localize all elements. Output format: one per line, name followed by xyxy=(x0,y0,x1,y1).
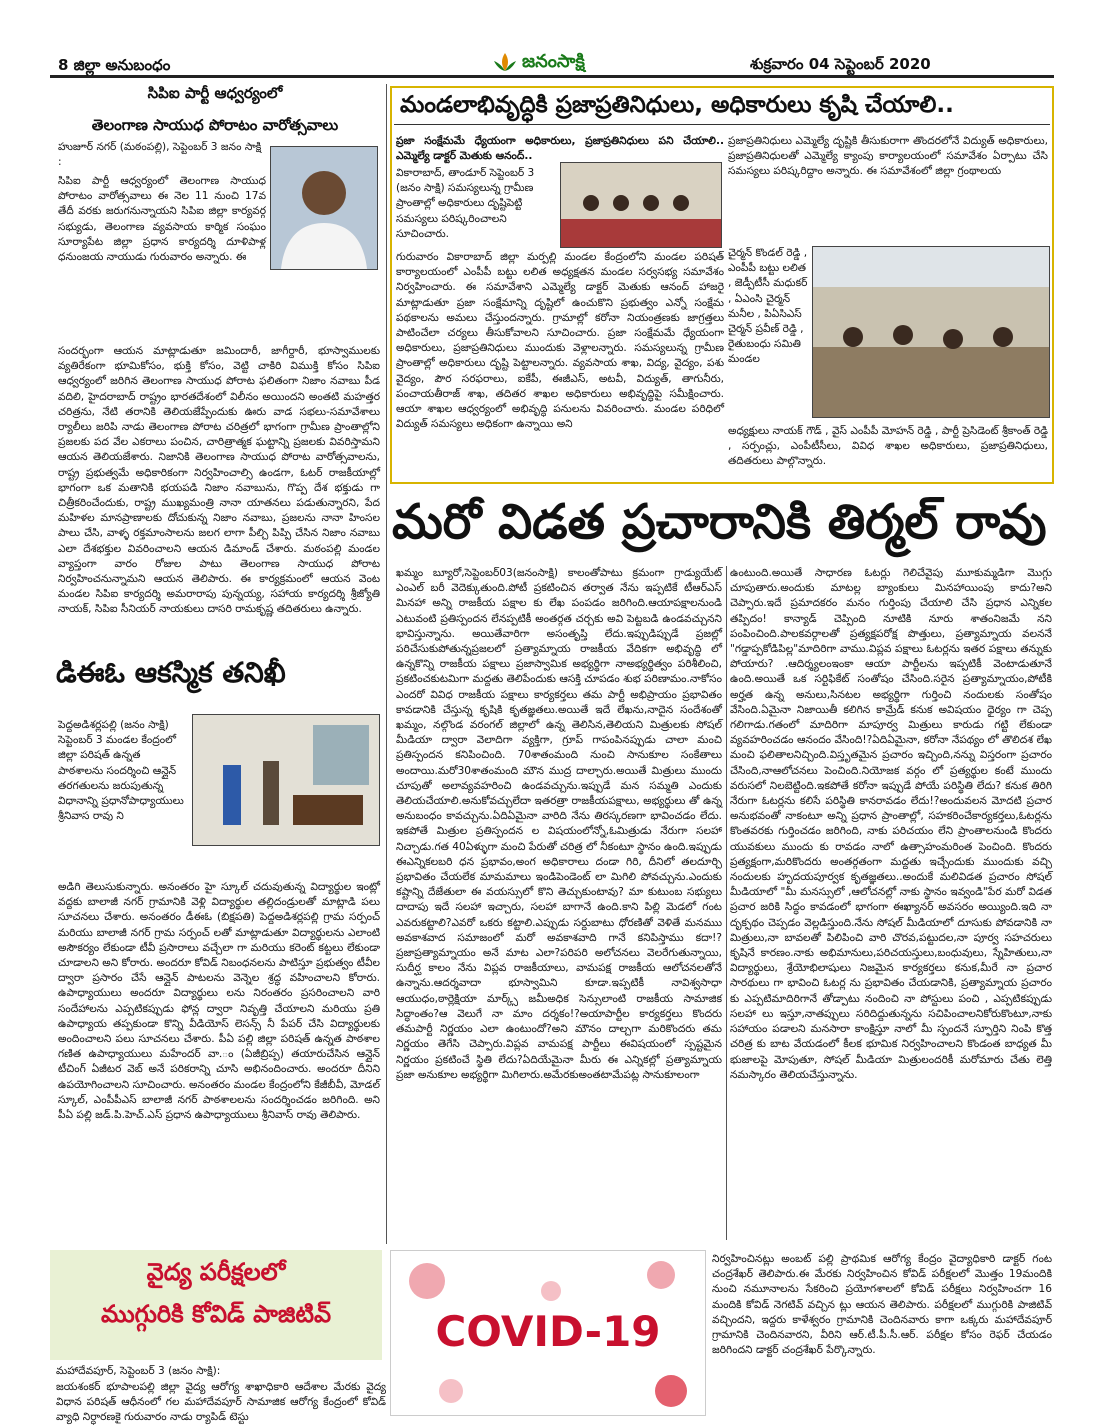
deo-body-top: పెద్దఅడిశర్లపల్లి (జనం సాక్షి) సెప్టెంబర్ 3 మండల కేంద్రంలో జిల్లా పరిషత్ ఉన్నత పాఠశాలను సందర్శించి ఆన్లైన్ తరగతులను జరుపుతున్న విధానాన్ని ప్రధానోపాధ్యాయులు శ్రీనివాస రావు ని xyxy=(58,719,184,823)
mandal-subhead: ప్రజా సంక్షేమమే ధ్యేయంగా అధికారులు, ప్రజాప్రతినిధులు పని చేయాలి.. ఎమ్మెల్యే డాక్టర్ మెతుకు ఆనంద్.. xyxy=(396,135,724,163)
covid-image xyxy=(390,1250,706,1416)
left-dateline: హుజూర్ నగర్ (మఠంపల్లి), సెప్టెంబర్ 3 జనం సాక్షి : xyxy=(58,141,262,168)
mandal-right-bottom: అధ్యక్షులు నాయక్ గౌడ్ , వైస్ ఎంపీపీ మోహన్ రెడ్డి , పార్టీ ప్రెసిడెంట్ శ్రీకాంత్ రెడ్డి , సర్పంచ్లు, ఎంపీటీసీలు, వివిధ శాఖల అధికారులు, ప్రజాప్రతినిధులు, తదితరులు పాల్గొన్నారు. xyxy=(728,425,1048,468)
tirmal-headline: మరో విడత ప్రచారానికి తిర్మల్ రావు xyxy=(392,494,1047,550)
covid-body: జయశంకర్ భూపాలపల్లి జిల్లా వైద్య ఆరోగ్య శాఖాధికారి ఆదేశాల మేరకు వైద్య విధాన పరిషత్ ఆధీనంలో గల మహాదేవపూర్ సామాజిక ఆరోగ్య కేంద్రంలో కోవిడ్ వ్యాధి నిర్ధారణకై గురువారం నాడు ర్యాపిడ్ టెస్టు xyxy=(56,1381,386,1424)
deo-headline: డిఈఓ ఆకస్మిక తనిఖీ xyxy=(56,656,286,689)
covid-headline-1: వైద్య పరీక్షలలో xyxy=(146,1258,286,1286)
issue-date: శుక్రవారం 04 సెప్టెంబర్ 2020 xyxy=(750,55,931,73)
mandal-headline: మండలాభివృద్ధికి ప్రజాప్రతినిధులు, అధికారులు కృషి చేయాలి.. xyxy=(400,92,954,118)
person-icon xyxy=(271,147,377,269)
assembly-photo xyxy=(812,246,1050,418)
mandal-body-top: వికారాబాద్, తాండూర్ సెప్టెంబర్ 3 (జనం సాక్షి) సమస్యలున్న గ్రామీణ ప్రాంతాల్లో అధికారులు దృష్టిపెట్టి సమస్యలు పరిష్కరించాలని సూచించారు. xyxy=(396,167,535,240)
left-headline: తెలంగాణ సాయుధ పోరాటం వారోత్సవాలు xyxy=(91,116,339,134)
covid-dateline: మహాదేవపూర్, సెప్టెంబర్ 3 (జనం సాక్షి): xyxy=(56,1365,221,1377)
covid-image-text: COVID-19 xyxy=(435,1307,661,1356)
covid-headline-2: ముగ్గురికి కోవిడ్ పాజిటివ్ xyxy=(100,1300,332,1328)
headline-rule xyxy=(394,124,1050,125)
portrait-photo xyxy=(270,146,378,270)
left-kicker: సిపిఐ పార్టీ ఆధ్వర్యంలో xyxy=(147,84,283,102)
left-body: సందర్భంగా ఆయన మాట్లాడుతూ జమిందారీ, జాగీర్దారీ, భూస్వాములకు వ్యతిరేకంగా భూమికోసం, భుక్తి కోసం, వెట్టి చాకిరి విముక్తి కోసం సిపిఐ ఆధ్వర్యంలో జరిగిన తెలంగాణ సాయుధ పోరాట ఫలితంగా నిజాం నవాబు పీడ వదిలి, హైదరాబాద్ రాష్ట్రం భారతదేశంలో విలీనం అయిందని అంతటి మహత్తర చరిత్రను, నేటి తరానికి తెలియజేప్పేందుకు ఊరు వాడ సభలు-సమావేశాలు ర్యాలీలు జరిపి నాడు తెలంగాణ పోరాట చరిత్రలో భాగంగా గ్రామీణ ప్రాంతాల్లోని ప్రజలకు పద వేల ఎకరాలు పంచిన, చారిత్రాత్మక ఘట్టాన్ని ప్రజలకు వివరిస్తామని ఆయన తెలియజేశారు. నిజానికి తెలంగాణ సాయుధ పోరాట వారోత్సవాలను, రాష్ట్ర ప్రభుత్వమే అధికారికంగా నిర్వహించాల్సి ఉండగా, ఓటర్ రాజకీయాల్లో భాగంగా ఒక మతానికి భయపడి నిజాం నవాబును, గొప్ప దేశ భక్తుడు గా చిత్రీకరించేందుకు, రాష్ట్ర ముఖ్యమంత్రి నానా యాతనలు పడుతున్నారని, పేద మహిళల మానప్రాణాలకు దోచుకున్న నిజాం నవాబు, ప్రజలను నానా హింసల పాలు చేసి, వాళ్ళ రక్తమాంసాలను జలగ లాగా పీల్చి పిప్పి చేసిన నిజాం నవాబు ఎలా దేశభక్తుల వివరించాలని ఆయన డిమాండ్ చేశారు. మఠంపల్లి మండల వ్యాప్తంగా వారం రోజుల పాటు తెలంగాణ సాయుధ పోరాట నిర్వహించనున్నామని ఆయన తెలిపారు. ఈ కార్యక్రమంలో ఆయన వెంట మండల సిపిఐ కార్యదర్శి అమరారాపు పున్నయ్య, సహాయ కార్యదర్శి శ్రీజ్యోతి నాయక్, సిపిఐ సీనియర్ నాయకులు దాసరి రామకృష్ణ తదితరులు ఉన్నారు. xyxy=(58,345,380,616)
page-label: 8 జిల్లా అనుబంధం xyxy=(58,56,171,74)
masthead-logo xyxy=(492,50,585,76)
lotus-icon xyxy=(492,51,518,75)
office-inspection-photo xyxy=(192,714,380,846)
crowd-scene-icon xyxy=(813,247,1049,417)
tirmal-col1: ఖమ్మం బ్యూరో,సెప్టెంబర్03(జనంసాక్షి) కాలంతోపాటు క్రమంగా గ్రాడ్యుయేట్ ఎంఎల్ బరీ వెదెక్కుతుంది.పోటీ ప్రకటించిన తర్వాత నేను ఇప్పటికే టీఆర్ఎస్ మినహా అన్ని రాజకీయ పక్షాల కు లేఖ పంపడం జరిగింది.ఆయాపక్షాలనుండి ఎటువంటి ప్రతిస్పందన లేనప్పటికీ అంతర్గత చర్చకు అవి పెట్టబడి ఉండవచ్చునని భావిస్తున్నాను. అయితేవారిగా అసంతృప్తి లేదు.ఇప్పుడిప్పుడే ప్రజల్లో పరిచేసుకుపోతున్నప్రజలలో ప్రత్యామ్నాయ రాజకీయ వేదికగా అభివృద్ధి లో ఉన్నకొన్ని రాజకీయ పక్షాలు ప్రజాస్వామిక అభ్యర్థిగా నాఅభ్యర్థిత్వం పరిశీలించి, ప్రకటించకుటమిగా మద్దతు తెలిపేందుకు ఆసక్తి చూపడం శుభ పరిణామం.నాకోసం ఎందరో వివిధ రాజకీయ పక్షాలు కార్యకర్తలు తమ పార్టీ అభిప్రాయం ప్రభావితం కావడానికి చేస్తున్న కృషికి కృతజ్ఞతలు.అయితే ఇదే లేఖను,నాదైన సందేశంతో ఖమ్మం, నల్గొండ వరంగల్ జిల్లాలో ఉన్న తెలిసిన,తెలియని మిత్రులకు సోషల్ మీడియా ద్వారా వెలాదిగా వ్యక్తిగా, గ్రూప్ గాపంపినప్పుడు చాలా మంచి ప్రతిస్పందన కనిపించింది. 70శాతంమంది నుంచి సానుకూల సంకేతాలు అందాయి.మరో30శాతంమంది మౌన ముద్ర దాల్చారు.అయితే మిత్రులు ముందు చూపుతో అలావ్యవహరించి ఉండవచ్చును.ఇప్పుడే మన సమ్మతి ఎందుకు తెలియచేయాలి.అనుకోవచ్చులేదా ఇతరత్రా రాజకీయపక్షాలు, అభ్యర్థులు తో ఉన్న అనుబంధం కావచ్చును.ఏదిఏమైనా వారిది నేను తిరస్కరణగా భావించడం లేదు. ఇకపోతే మిత్రుల ప్రతిస్పందన ల విషయంలోన్నో,ఓమిత్రుడు నేరుగా సలహా నిచ్చాడు.గత 40ఏళ్ళుగా మంచి పేరుతో చరిత్ర లో నీకంటూ స్థానం ఉంది.ఇప్పుడు ఈఎన్నికలబరి ధన ప్రభావం,అంగ అధికారాలు దండా గిరి, దీనిలో తలదూర్చి ప్రభావితం చేయలేక మామమాలు ఇండిపెండెంట్ లా మిగిలి పోవచ్చును.ఎందుకు కష్టాన్ని దేజేతులా ఈ వయస్సులో కొని తెచ్చుకుంటావు? మా కుటుంబ సభ్యులు దాదాపు ఇదే సలహా ఇచ్చారు, సలహా బాగానే ఉంది.కాని పిల్లి మెడలో గంట ఎవరుకట్టాలి?ఎవరో ఒకరు కట్టాలి.ఎప్పుడు సర్దుబాటు ధోరణితో వెళితే మనముు అవకాశవాద సమాజంలో మరో అవకాశవాది గానే కనిపిస్తాము కదా!?ప్రజాప్రత్యామ్నాయం అనే మాట ఎలా?పరిపరి అలోచనలు వెలరేగుతున్నాయి, సుదీర్ఘ కాలం నేను విప్లవ రాజకీయాలు, వామపక్ష రాజకీయ ఆలోచనలతోనే ఉన్నాను.ఆదర్శవాదా భూస్వామిని కూడా.ఇప్పటికీ నావిశ్వసాధా ఆయుధం,ఠార్లెక్షియా మార్క్స్ జమీఅధిక సెన్సులాంటి రాజకీయ సామాజిక సిద్ధాంతం?ఆ వెలుగే నా మాం దర్శకం!?అయాపార్టీల కార్యకర్తలు కొందరు తమపార్టీ నిర్ణయం ఎలా ఉంటుందో?అని మౌనం దాల్చగా మరికొందరు తమ నిర్ణయం తెగేసి చెప్పారు.విప్లవ వామపక్ష పార్టీలు ఈవిషయంలో స్పష్టమైన నిర్ణయం ప్రకటించే స్థితి లేదు?ఏదియేమైనా మీరు ఈ ఎన్నికల్లో ప్రత్యామ్నాయ ప్రజా అనుకూల అభ్యర్థిగా మిగిలారు.అమేరకుఅంతటామేపట్ల సానుకూలంగా xyxy=(396,567,722,1081)
office-scene-icon xyxy=(193,715,379,845)
meeting-photo xyxy=(560,162,722,248)
meeting-scene-icon xyxy=(561,163,721,247)
paper-name: జనంసాక్షి xyxy=(522,50,585,72)
tirmal-col2: ఉంటుంది.అయితే సాధారణ ఓటర్లు గెలిచేవైపు మూకుమ్మడిగా మొగ్గు చూపుతారు.అందుకు మాటల్ల బ్యాంకులు మినహాయింపు కాదు?అని చెప్పారు.ఇదే ప్రమాదకరం మనం గుర్తింపు చేయాలి చేసి ప్రధాన ఎన్నికల తప్పిదం! కాన్యాడ్ చెప్పింది నూటికి నూరు శాతంనిజమే నని పంపించింది.పాలకవర్గాలతో ప్రత్యక్షపరోక్ష పొత్తులు, ప్రత్యామ్నాయ వలననే "గడ్డాప్పకోడిపిల్ల"మాదిరిగా వాము.విప్లవ పక్షాలు ఓటర్లను ఇతర పక్షాలు తన్నుకు పోయారు? .ఆదిర్శ్యలంఇంకా ఆయా పార్టీలను ఇప్పటికీ వెంటాడుతూనే ఉంది.అయితే ఒక సర్టిఫికేట్ సంతోషం చేసింది.సరైన ప్రత్యామ్నాయం,పోటీకి అర్హత ఉన్న అనులు,సినటల అభ్యర్థిగా గుర్తించి నందులకు సంతోషం వేసింది.ఏమైనా నిజాయితీ కలిగిన కామ్రేడ్ కనుక అవిషయం ధైర్యం గా చెప్ప గలిగాడు.గతంలో మాదిరిగా మాపూర్వ మిత్రులు కారుడు గట్టి లేకుండా వ్యవహరించడం ఆనందం వేసింది!?ఏదిఏమైనా, కరోనా నేపథ్యం లో తొలిదశ లేఖ మంచి ఫలితాలనిచ్చింది.విస్తృతమైన ప్రచారం ఇచ్చింది,నన్ను విస్తరంగా ప్రచారం చేసింది,నాఆలోచనలు పెంచింది.నియోజక వర్గం లో ప్రత్యర్థుల కంటే ముందు వరుసలో నిలబెట్టింది.ఇకపోతే కరోనా ఇప్పుడే పోయే పరిస్థితి లేదు? కనుక తిరిగి నేరుగా ఓటర్లను కలిసే పరిస్థితి కానరావడం లేదు!?అందువలన మోదటి ప్రచార అనుభవంతో నాకంటూ అన్ని ప్రధాన ప్రాంతాల్లో, సహకరించేకార్యకర్తలు,ఓటర్లను కొంతవరకు గుర్తించడం జరిగింది, నాకు పరిచయం లేని ప్రాంతాలనుండి కొందరు యువకులు ముందు కు రావడం నాలో ఉత్సాహంమరింత పెంచింది. కొందరు ప్రత్యక్షంగా,మరికొందరు అంతర్గతంగా మద్దతు ఇచ్చేందుకు ముందుకు వచ్చి నందులకు హృదయపూర్వక కృతజ్ఞతలు..అందుకే మలివిడత ప్రచారం సోషల్ మీడియాలో "మీ మనస్సులో ,ఆలోచనల్లో నాకు స్థానం ఇవ్వండి"పేర మరో విడత ప్రచార జరికి సిద్ధం కావడంలో భాగంగా ఈఖ్యానర్ అవసరం అయ్యింది.ఇది నా దృక్పథం చెప్పడం వెల్లడిస్తుంది.నేను సోషల్ మీడియాలో దూసుకు పోవడానికి నా మిత్రులు,నా బావలతో పిలిపించి వారి చొరవ,పట్టుదల,నా పూర్వ సహచరులు కృషినే కారణం.నాకు అభిమానులు,పరిచయస్తులు,బంధువులు, స్నేహితులు,నా విద్యార్థులు, శ్రేయోభిలాషులు నిజమైన కార్యకర్తలు కనుక,మీరే నా ప్రచార సారథులు గా భావించి ఓటర్ల ను ప్రభావితం చేయడానికి, ప్రత్యామ్నాయ ప్రచారం కు ఎప్పటిమాదిరిగానే తోడ్పాటు నందించి నా పోస్టులు పంచి , ఎప్పటికప్పుడు సలహా లు ఇస్తూ,నాతప్పులు సరిదిద్దుతున్నను సచిపించాలనికోరుకొంటూ,నాకు సహాయం పడాలని మనసారా కాంక్షిస్తూ నాలో మీ స్పందనే స్ఫూర్తిని నింపి కొత్త చరిత్ర కు బాట వేయడంలో కీలక భూమిక నిర్వహించాలని కొండంత బాధ్యత మీ భుజాలపై మోపుతూ, సోషల్ మీడియా మిత్రులందరికీ మరోమారు చేతు లెత్తి నమస్కారం తెలియచేస్తున్నాను. xyxy=(730,567,1052,1081)
column-rule xyxy=(726,566,727,1240)
left-body-top: సిపిఐ పార్టీ ఆధ్వర్యంలో తెలంగాణ సాయుధ పోరాటం వారోత్సవాలు ఈ నెల 11 నుంచి 17వ తేదీ వరకు జరుగనున్నాయని సిపిఐ జిల్లా కార్యవర్గ సభ్యుడు, తెలంగాణ వ్యవసాయ కార్మిక సంఘం సూర్యాపేట జిల్లా ప్రధాన కార్యదర్శి దూళిపాళ్ల ధనుంజయ నాయుడు గురువారం అన్నారు. ఈ xyxy=(58,175,266,264)
deo-body: అడిగి తెలుసుకున్నారు. అనంతరం హై స్కూల్ చదువుతున్న విద్యార్థుల ఇంట్లో వద్దకు బాలాజీ నగర్ గ్రామానికి వెళ్లి విద్యార్థుల తల్లిదండ్రులతో మాట్లాడి పలు సూచనలు చేశారు. అనంతరం డీఈఓ (బిక్షపతి) పెద్దఅడిశర్లపల్లి గ్రామ సర్పంచ్ మరియు బాలాజీ నగర్ గ్రామ సర్పంచ్ లతో మాట్లాడుతూ విద్యార్థులను ఎలాంటి అసౌకర్యం లేకుండా టీవీ ప్రసారాలు వచ్చేలా గా మరియు కరెంట్ కట్టలు లేకుండా చూడాలని అని కోరారు. అందరూ కోవిడ్ నిబంధనలను పాటిస్తూ ప్రభుత్వం టీవీల ద్వారా ప్రసారం చేసే ఆన్లైన్ పాటలను వెన్నెల శ్రద్ధ వహించాలని కోరారు. ఉపాధ్యాయులు అందరూ విద్యార్థులు లను నిరంతరం ప్రసరించాలని వారి సందేహాలను ఎప్పటికప్పుడు ఫోన్ల ద్వారా నివృత్తి చేయాలని మరియు ప్రతి ఉపాధ్యాయ తప్పకుండా కొన్ని వీడియోస్ లెసన్స్ నీ పేపర్ చేసి విద్యార్థులకు అందించాలని పలు సూచనలు చేశారు. పీఏ పల్లి జిల్లా పరిషత్ ఉన్నత పాఠశాల గణిత ఉపాధ్యాయులు మహేందర్ వా.ం (ఏజీబ్రిప్ప) తయారుచేసిన ఆన్లైన్ టీచింగ్ ఏజీటర వెబ్ అనే పరికరాన్ని చూసి అభినందించారు. అందరూ దీనిని ఉపయోగించాలని సూచించారు. అనంతరం మండల కేంద్రంలోని కేజీబీవీ, మోడల్ స్కూల్, ఎంపీపీఎస్ బాలాజీ నగర్ పాఠశాలలను సందర్శించడం జరిగింది. అని పీఏ పల్లి జడ్.పి.హెచ్.ఎస్ ప్రధాన ఉపాధ్యాయులు శ్రీనివాస్ రావు తెలిపారు. xyxy=(58,881,380,1122)
mandal-body: గురువారం వికారాబాద్ జిల్లా మర్పల్లి మండల కేంద్రంలోని మండల పరిషత్ కార్యాలయంలో ఎంపీపీ బట్టు లలిత అధ్యక్షతన మండల సర్వసభ్య సమావేశం నిర్వహించారు. ఈ సమావేశాని ఎమ్మెల్యే డాక్టర్ మెతుకు ఆనంద్ హాజరై మాట్లాడుతూ ప్రజా సంక్షేమాన్ని దృష్టిలో ఉంచుకొని ప్రభుత్వం ఎన్నో సంక్షేమ పథకాలను అమలు చేస్తుందన్నారు. గ్రామాల్లో కరోనా నియంత్రణకు జాగ్రత్తలు పాటించేలా చర్యలు తీసుకోవాలని సూచించారు. ప్రజా సంక్షేమమే ధ్యేయంగా అధికారులు, ప్రజాప్రతినిధులు ముందుకు వెళ్లాలన్నారు. సమస్యలున్న గ్రామీణ ప్రాంతాల్లో అధికారులు దృష్టి పెట్టాలన్నారు. వ్యవసాయ శాఖ, విద్య, వైద్యం, పశు వైద్యం, పౌర సరఫరాలు, ఐకేపీ, ఈజీఎస్, అటవీ, విద్యుత్, తాగునీరు, పంచాయతీరాజ్ శాఖ, తదితర శాఖల అధికారులు అభివృద్ధిపై సమీక్షించారు. ఆయా శాఖల ఆధ్వర్యంలో అభివృద్ధి పనులను వివరించారు. మండల పరిధిలో విద్యుత్ సమస్యలు అధికంగా ఉన్నాయి అని xyxy=(396,251,724,431)
mandal-right-top: ప్రజాప్రతినిధులు ఎమ్మెల్యే దృష్టికి తీసుకురాగా తొందరలోనే విద్యుత్ అధికారులు, ప్రజాప్రతినిధులతో ఎమ్మెల్యే క్యాంపు కార్యాలయంలో సమావేశం ఏర్పాటు చేసి సమస్యలు పరిష్కరిద్దాం అన్నారు. ఈ సమావేశంలో జిల్లా గ్రంథాలయ xyxy=(728,135,1048,178)
covid-right-body: నిర్వహించినట్లు అంబట్ పల్లి ప్రాథమిక ఆరోగ్య కేంద్రం వైద్యాధికారి డాక్టర్ గంట చంద్రశేఖర్ తెలిపారు.ఈ మేరకు నిర్వహించిన కోవిడ్ పరీక్షలలో మొత్తం 19మందికి నుంచి నమూనాలను సేకరించి ప్రయోగశాలలో కోవిడ్ పరీక్షలు నిర్వహించగా 16 మందికి కోవిడ్ నెగటివ్ వచ్చిన ట్లు ఆయన తెలిపారు. పరీక్షలలో ముగ్గురికి పాజిటివ్ వచ్చిందని, ఇద్దరు కాళేశ్వరం గ్రామానికి చెందినవారు కాగా ఒక్కరు మహాదేవపూర్ గ్రామానికి చెందినవారని, వీరిని ఆర్.టీ.పీ.సీ.ఆర్. పరీక్షల కోసం రెఫర్ చేయడం జరిగిందని డాక్టర్ చంద్రశేఖర్ పేర్కొన్నారు. xyxy=(712,1253,1052,1357)
mandal-right-mid: చైర్మన్ కొండల్ రెడ్డి , ఎంపీపీ బట్టు లలిత , జెడ్పీటీసీ మధుకర్ , ఏఎంసి చైర్మన్ మనీల , పిఏసిఎస్ చైర్మన్ ప్రవీణ్ రెడ్డి , రైతుబంధు సమితి మండల xyxy=(728,247,808,366)
column-rule xyxy=(386,84,387,1244)
